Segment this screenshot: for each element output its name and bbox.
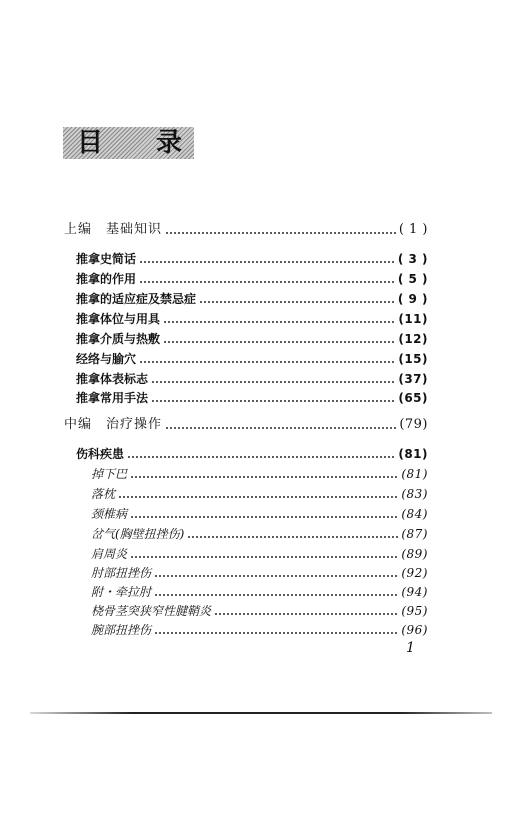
toc-entry[interactable] — [76, 270, 428, 288]
toc-entry-label: 附・牵拉肘 — [91, 585, 152, 599]
toc-entry-label: 岔气(胸壁扭挫伤) — [91, 527, 185, 541]
toc-entry[interactable] — [76, 290, 428, 308]
toc-page-number: (95) — [401, 604, 428, 618]
toc-subentry[interactable] — [91, 602, 428, 620]
toc-page-number: ( 9 ) — [397, 292, 428, 306]
toc-entry-label: 颈椎病 — [91, 507, 128, 521]
toc-page-number: (87) — [401, 527, 428, 541]
toc-entry-label: 掉下巴 — [91, 467, 128, 481]
toc-page-number: ( 5 ) — [397, 272, 428, 286]
dot-leader — [127, 456, 395, 458]
dot-leader — [139, 281, 395, 283]
dot-leader — [130, 516, 398, 518]
toc-page-number: (15) — [398, 352, 428, 366]
page-folio: 1 — [406, 640, 415, 656]
toc-page-number: (79) — [399, 417, 428, 432]
toc-entry-label: 肘部扭挫伤 — [91, 566, 152, 580]
toc-page-number: ( 1 ) — [398, 222, 428, 237]
dot-leader — [187, 536, 398, 538]
dot-leader — [163, 321, 395, 323]
toc-entry-label: 经络与腧穴 — [76, 352, 137, 366]
toc-page-number: (83) — [401, 487, 428, 501]
toc-page-number: (89) — [401, 547, 428, 561]
toc-subentry[interactable] — [91, 545, 428, 563]
toc-entry-label: 落枕 — [91, 487, 116, 501]
toc-page-number: (81) — [401, 467, 428, 481]
dot-leader — [130, 556, 398, 558]
dot-leader — [154, 594, 398, 596]
toc-part-1[interactable] — [64, 221, 428, 239]
toc-subentry[interactable] — [91, 485, 428, 503]
toc-subentry[interactable] — [91, 583, 428, 601]
toc-entry-label: 推拿常用手法 — [76, 391, 149, 405]
dot-leader — [151, 381, 395, 383]
toc-entry-label: 上编 基础知识 — [64, 222, 163, 237]
toc-entry-label: 推拿体表标志 — [76, 372, 149, 386]
toc-entry-label: 推拿的作用 — [76, 272, 137, 286]
toc-page-number: (37) — [398, 372, 428, 386]
toc-subentry[interactable] — [91, 465, 428, 483]
dot-leader — [151, 400, 395, 402]
toc-entry-label: 推拿体位与用具 — [76, 312, 161, 326]
toc-entry[interactable] — [76, 310, 428, 328]
toc-page-number: (84) — [401, 507, 428, 521]
toc-page-number: (94) — [401, 585, 428, 599]
toc-part-2[interactable] — [64, 416, 428, 434]
dot-leader — [214, 613, 398, 615]
toc-subentry[interactable] — [91, 525, 428, 543]
toc-section[interactable] — [76, 445, 428, 463]
dot-leader — [163, 341, 395, 343]
toc-entry[interactable] — [76, 370, 428, 388]
toc-page-number: (92) — [401, 566, 428, 580]
dot-leader — [118, 496, 398, 498]
heading-char-2: 录 — [155, 128, 182, 158]
dot-leader — [199, 301, 395, 303]
toc-entry-label: 中编 治疗操作 — [64, 417, 163, 432]
dot-leader — [154, 632, 398, 634]
dot-leader — [165, 427, 396, 429]
toc-entry-label: 伤科疾患 — [76, 447, 125, 461]
toc-entry[interactable] — [76, 250, 428, 268]
dot-leader — [139, 361, 395, 363]
toc-entry[interactable] — [76, 350, 428, 368]
toc-entry-label: 桡骨茎突狭窄性腱鞘炎 — [91, 604, 212, 618]
toc-page-number: (11) — [398, 312, 428, 326]
toc-page-number: (96) — [401, 623, 428, 637]
toc-entry[interactable] — [76, 389, 428, 407]
toc-page-number: ( 3 ) — [397, 252, 428, 266]
toc-page-number: (65) — [398, 391, 428, 405]
toc-subentry[interactable] — [91, 564, 428, 582]
heading-char-1: 目 — [77, 128, 104, 158]
dot-leader — [139, 261, 395, 263]
toc-subentry[interactable] — [91, 621, 428, 639]
toc-entry-label: 肩周炎 — [91, 547, 128, 561]
toc-entry-label: 推拿史简话 — [76, 252, 137, 266]
toc-heading — [63, 127, 194, 159]
dot-leader — [165, 232, 396, 234]
toc-page-number: (81) — [398, 447, 428, 461]
toc-page-number: (12) — [398, 332, 428, 346]
page-edge-rule — [30, 712, 492, 714]
toc-entry-label: 腕部扭挫伤 — [91, 623, 152, 637]
toc-entry[interactable] — [76, 330, 428, 348]
dot-leader — [130, 476, 398, 478]
toc-entry-label: 推拿的适应症及禁忌症 — [76, 292, 197, 306]
toc-subentry[interactable] — [91, 505, 428, 523]
toc-entry-label: 推拿介质与热敷 — [76, 332, 161, 346]
dot-leader — [154, 575, 398, 577]
